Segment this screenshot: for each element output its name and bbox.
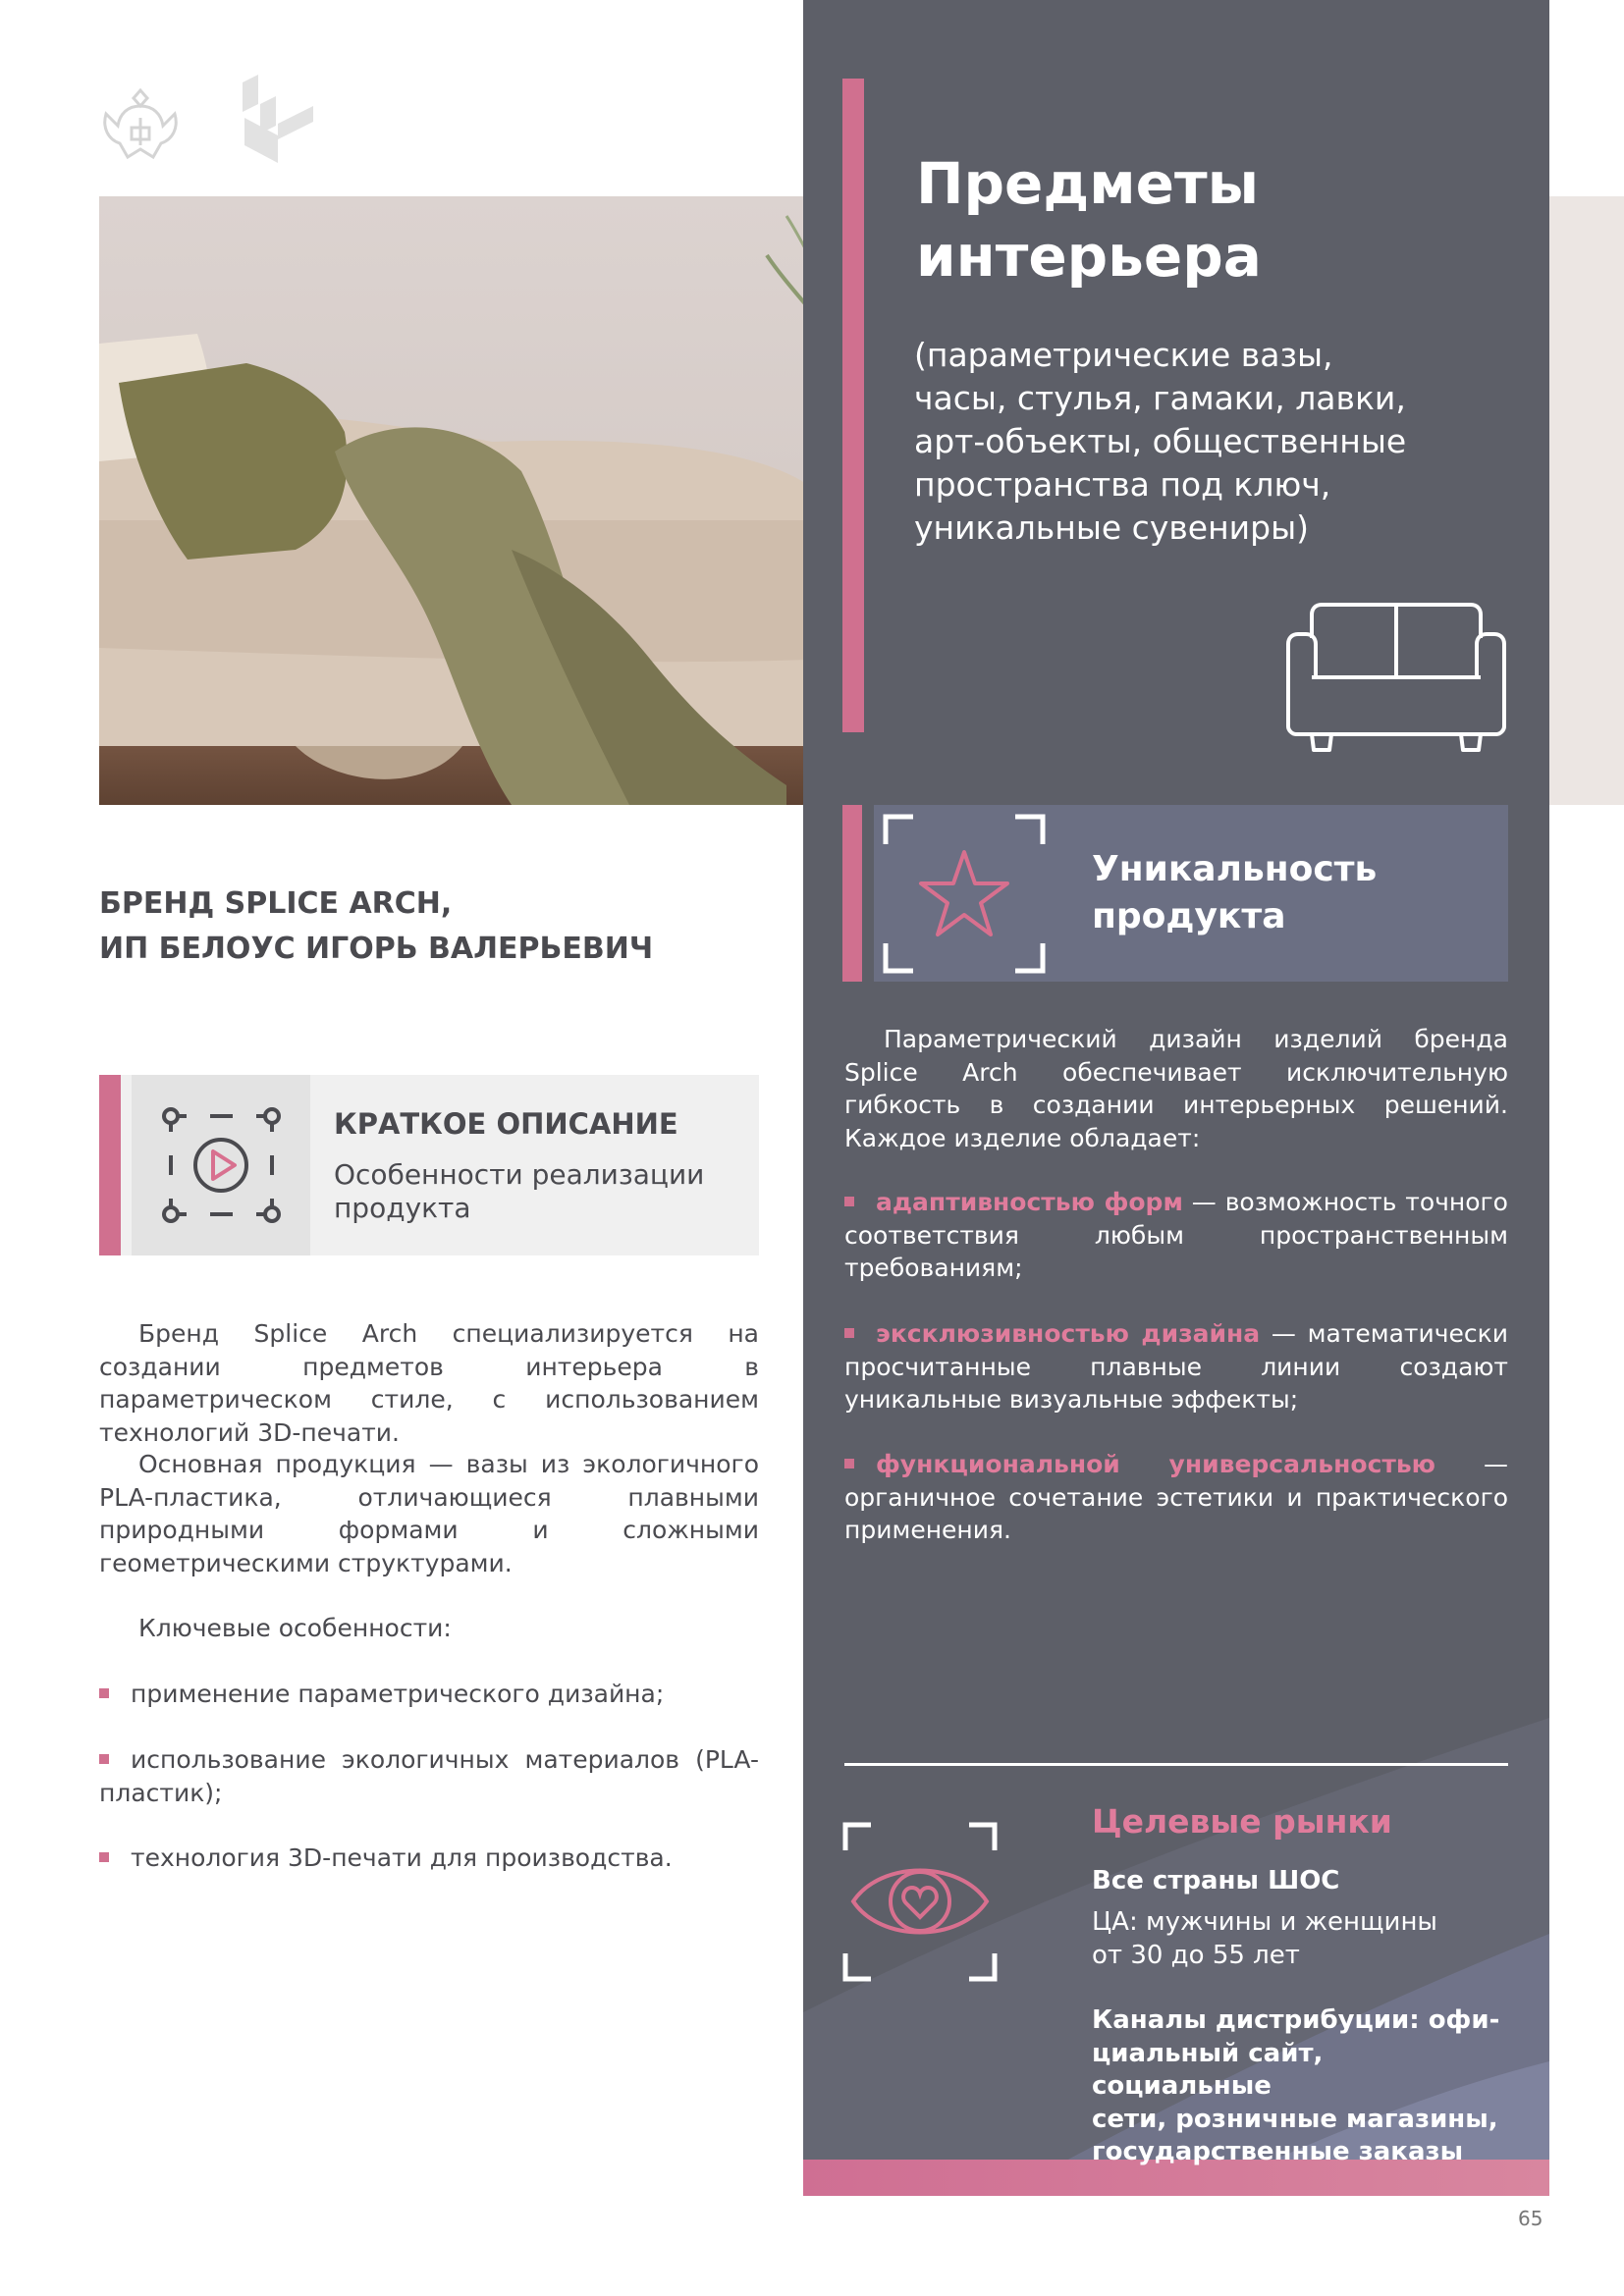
feature-item [844,1186,1508,1285]
brand-line1: БРЕНД SPLICE ARCH, [99,886,453,921]
uniqueness-title-line1: Уникальность [1092,849,1378,889]
uniqueness-title-line2: продукта [1092,896,1286,936]
audience-line: от 30 до 55 лет [1092,1940,1300,1970]
feature-highlight: функциональной универсальностью [876,1450,1435,1478]
paragraph: Основная продукция — вазы из экологичного PLA-пластика, отличающиеся плавными природными формами и сложными геометрическими структурами. [99,1450,759,1577]
sofa-icon [1284,601,1508,758]
markets-title: Целевые рынки [1092,1802,1392,1841]
feature-text: — возможность точного соответствия любым пространственным требованиям; [844,1188,1508,1282]
brand-heading [99,881,747,972]
description-icon-box [132,1075,310,1255]
list-item-text: применение параметрического дизайна; [131,1680,665,1708]
channels-line: сети, розничные магазины, [1092,2104,1498,2134]
description-accent-bar [99,1075,121,1255]
channels-line: государственные заказы [1092,2137,1464,2166]
feature-highlight: эксклюзивностью дизайна [876,1319,1261,1348]
uniqueness-title [1092,846,1485,940]
list-item-text: технология 3D-печати для производства. [131,1843,673,1872]
eye-heart-icon [841,1821,999,1983]
bullet-square [99,1688,109,1698]
subtitle-line: арт-объекты, общественные [914,422,1407,460]
channels-line: циальный сайт, социальные [1092,2038,1324,2101]
markets-countries: Все страны ШОС [1092,1866,1340,1896]
brand-line2: ИП БЕЛОУС ИГОРЬ ВАЛЕРЬЕВИЧ [99,932,654,966]
uniqueness-intro: Параметрический дизайн изделий бренда Splice Arch обеспечивает исключительную гибкость в создании интерьерных решений. Каждое изделие обладает: [844,1025,1508,1152]
paragraph: Бренд Splice Arch специализируется на создании предметов интерьера в параметрическом стиле, с использованием технологий 3D-печати. [99,1319,759,1447]
eagle-emblem-logo [98,80,183,165]
play-icon [132,1075,310,1255]
bullet-square [844,1197,854,1206]
list-item [99,1678,759,1711]
channels-line: Каналы дистрибуции: офи- [1092,2005,1500,2035]
paragraph: Ключевые особенности: [138,1614,452,1642]
feature-text: — математически просчитанные плавные линии создают уникальные визуальные эффекты; [844,1319,1508,1414]
list-item [99,1842,759,1875]
star-icon [882,813,1047,975]
bullet-square [844,1328,854,1338]
description-subtitle: Особенности реализации продукта [334,1158,705,1224]
markets-channels [1092,2004,1504,2169]
subtitle-line: уникальные сувениры) [914,508,1309,547]
page-number: 65 [1518,2207,1543,2230]
feature-text: — органичное сочетание эстетики и практического применения. [844,1450,1509,1544]
bullet-square [844,1459,854,1468]
title-accent-bar [842,79,864,732]
panel-title-line2: интерьера [916,223,1262,290]
list-item-text: использование экологичных материалов (PLA-пластик); [99,1745,759,1807]
rec-logo [239,75,317,165]
feature-item [844,1317,1508,1416]
uniqueness-accent-bar [842,805,862,982]
bullet-square [99,1754,109,1764]
subtitle-line: пространства под ключ, [914,465,1331,504]
list-item [99,1743,759,1809]
panel-title-line1: Предметы [916,150,1260,217]
feature-item [844,1448,1508,1547]
subtitle-line: (параметрические вазы, [914,336,1333,374]
audience-line: ЦА: мужчины и женщины [1092,1907,1437,1937]
subtitle-line: часы, стулья, гамаки, лавки, [914,379,1406,417]
panel-title [916,147,1505,293]
feature-highlight: адаптивностью форм [876,1188,1183,1216]
panel-subtitle [914,334,1523,550]
panel-divider [844,1763,1508,1766]
description-title: КРАТКОЕ ОПИСАНИЕ [334,1107,678,1141]
markets-audience [1092,1906,1504,1972]
bullet-square [99,1852,109,1862]
